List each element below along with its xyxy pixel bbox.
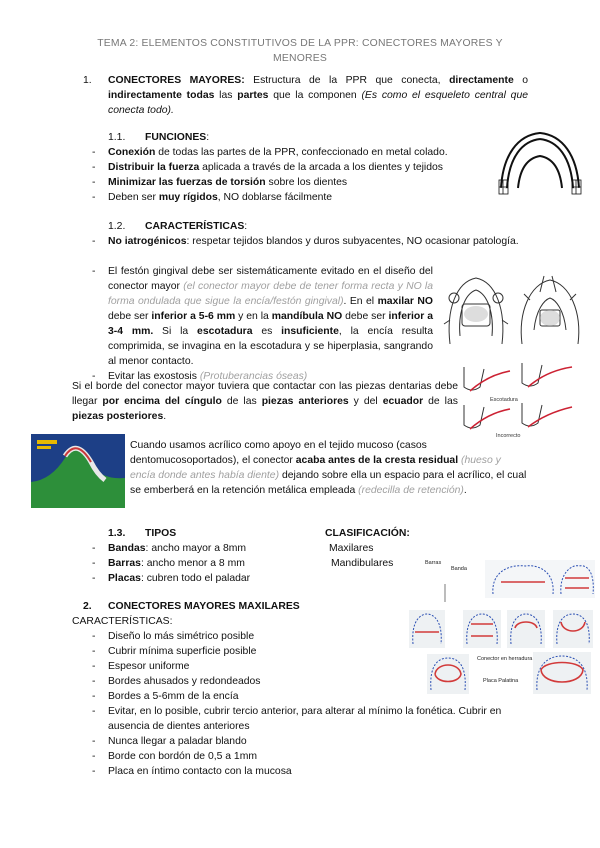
text: mandíbula NO xyxy=(271,311,343,322)
text: Si la xyxy=(153,326,198,337)
list-item: - Cubrir mínima superficie posible xyxy=(90,644,530,659)
text: (hueso y encía donde antes había diente) xyxy=(130,455,501,481)
text: , la encía resulta comprimida, se invagina en la escotadura y se hiperplasia, sangrando al menor contacto. xyxy=(108,326,433,367)
subsection-title xyxy=(145,219,247,234)
text: (Protuberancias óseas) xyxy=(199,371,308,382)
list-item: - Espesor uniforme xyxy=(90,659,530,674)
figure-label-conector-herradura: Conector en herradura xyxy=(477,656,533,662)
text: acaba antes de la cresta residual xyxy=(295,455,459,466)
paragraph-acrilico xyxy=(130,438,528,498)
text: las xyxy=(214,90,238,101)
text: (Es como el esqueleto central que conecta todo). xyxy=(108,90,528,116)
text: directamente xyxy=(449,75,514,86)
text: piezas anteriores xyxy=(261,396,349,407)
maxillary-connector-types-figure xyxy=(405,558,597,698)
text: El festón gingival debe ser sistemáticamente evitado en el diseño del conector mayor xyxy=(108,266,433,292)
text: y en la xyxy=(235,311,272,322)
figure-label-incorrecto: Incorrecto xyxy=(496,433,521,439)
list-item xyxy=(90,190,500,205)
acrylic-support-figure xyxy=(31,434,125,508)
paragraph-cingulo xyxy=(72,379,458,424)
list-item xyxy=(90,234,526,249)
text: : ancho mayor a 8mm xyxy=(145,543,247,554)
text: escotadura xyxy=(197,326,253,337)
text: es xyxy=(252,326,282,337)
list-item xyxy=(90,264,433,369)
text: : respetar tejidos blandos y duros subyacentes, NO ocasionar patología. xyxy=(186,236,519,247)
figure-label-barras: Barras xyxy=(425,560,442,566)
text: Placas xyxy=(108,573,141,584)
text: de las xyxy=(423,396,458,407)
text: sobre los dientes xyxy=(265,177,348,188)
text: Barras xyxy=(108,558,141,569)
text: . xyxy=(463,485,467,496)
text: No iatrogénicos xyxy=(108,236,187,247)
text: CARACTERÍSTICAS xyxy=(145,221,245,232)
text: indirectamente todas xyxy=(108,90,215,101)
text: (redecilla de retención) xyxy=(358,485,464,496)
list-item xyxy=(90,571,310,586)
text: Conexión xyxy=(108,147,156,158)
list-item: - Bordes ahusados y redondeados xyxy=(90,674,530,689)
text: debe ser xyxy=(342,311,389,322)
text: : ancho menor a 8 mm xyxy=(140,558,245,569)
text: FUNCIONES xyxy=(145,132,207,143)
subsection-number: 1.1. xyxy=(108,132,126,143)
list-item xyxy=(90,145,500,160)
escotadura-figure xyxy=(460,357,584,439)
list-item xyxy=(90,556,310,571)
text: y del xyxy=(348,396,383,407)
text: muy rígidos xyxy=(158,192,218,203)
horseshoe-connector-figure xyxy=(498,128,582,198)
list-item: - Evitar, en lo posible, cubrir tercio anterior, para alterar al mínimo la fonética. Cubrir en ausencia de dientes anteriores xyxy=(90,704,530,734)
text: partes xyxy=(237,90,269,101)
section-subtitle: CARACTERÍSTICAS: xyxy=(72,616,173,627)
text: insuficiente xyxy=(281,326,339,337)
text: por encima del cíngulo xyxy=(102,396,222,407)
text: , NO doblarse fácilmente xyxy=(217,192,333,203)
text: : cubren todo el paladar xyxy=(140,573,251,584)
section-title: CONECTORES MAYORES: xyxy=(108,75,245,86)
text: piezas posteriores xyxy=(72,411,164,422)
section-title: CONECTORES MAYORES MAXILARES xyxy=(108,601,300,612)
text: Deben ser xyxy=(108,192,159,203)
clasificacion-item: Mandibulares xyxy=(331,558,394,569)
text: Distribuir la fuerza xyxy=(108,162,200,173)
text: : xyxy=(244,221,248,232)
text: . En el xyxy=(343,296,378,307)
text: inferior a 5-6 mm xyxy=(151,311,236,322)
text: o xyxy=(513,75,529,86)
text: de las xyxy=(221,396,262,407)
text: de todas las partes de la PPR, confeccionado en metal colado. xyxy=(155,147,448,158)
clasificacion-title: CLASIFICACIÓN: xyxy=(325,528,410,539)
text: aplicada a través de la arcada a los dientes y tejidos xyxy=(199,162,443,173)
figure-label-placa-palatina: Placa Palatina xyxy=(483,678,519,684)
text: Minimizar las fuerzas de torsión xyxy=(108,177,266,188)
figure-label-escotadura: Escotadura xyxy=(490,397,518,403)
text: dejando sobre ella un espacio para el acrílico, el cual se emberberá en la retención metálica empleada xyxy=(130,470,527,496)
text: Bandas xyxy=(108,543,146,554)
page-header: TEMA 2: ELEMENTOS CONSTITUTIVOS DE LA PPR: CONECTORES MAYORES Y MENORES xyxy=(97,38,503,64)
text: Cuando usamos acrílico como apoyo en el tejido mucoso (casos dentomucosoportados), el conector xyxy=(130,440,427,466)
text: Evitar las exostosis xyxy=(108,371,200,382)
list-item: - Bordes a 5-6mm de la encía xyxy=(90,689,530,704)
subsection-number: 1.2. xyxy=(108,221,126,232)
text: ecuador xyxy=(382,396,424,407)
clasificacion-item: Maxilares xyxy=(329,543,374,554)
section-1-definition xyxy=(108,73,528,118)
caracteristicas-list-top xyxy=(90,234,526,249)
caracteristicas-list-mid xyxy=(90,264,433,384)
funciones-list xyxy=(90,145,500,205)
list-item xyxy=(90,160,500,175)
text: Estructura de la PPR que conecta, xyxy=(244,75,450,86)
figure-label-banda: Banda xyxy=(451,566,467,572)
text: . xyxy=(163,411,167,422)
text: Si el borde del conector mayor tuviera que contactar con las piezas dentarias debe llegar xyxy=(72,381,458,407)
text: debe ser xyxy=(108,311,152,322)
subsection-title: TIPOS xyxy=(145,528,177,539)
text: : xyxy=(206,132,210,143)
list-item: - Borde con bordón de 0,5 a 1mm xyxy=(90,749,530,764)
tipos-list xyxy=(90,541,310,586)
denture-framework-figure xyxy=(440,270,586,354)
list-item: - Diseño lo más simétrico posible xyxy=(90,629,530,644)
subsection-number: 1.3. xyxy=(108,528,126,539)
section-number: 1. xyxy=(83,75,92,86)
list-item: - Placa en íntimo contacto con la mucosa xyxy=(90,764,530,779)
text: maxilar NO xyxy=(377,296,433,307)
text: (el conector mayor debe de tener forma recta y NO la forma ondulada que sigue la encía/festón gingival) xyxy=(108,281,433,307)
list-item xyxy=(90,175,500,190)
subsection-title xyxy=(145,130,209,145)
list-item xyxy=(90,541,310,556)
section-number: 2. xyxy=(83,601,92,612)
text: que la componen xyxy=(268,90,362,101)
text: inferior a 3-4 mm. xyxy=(108,311,434,337)
list-item: - Nunca llegar a paladar blando xyxy=(90,734,530,749)
